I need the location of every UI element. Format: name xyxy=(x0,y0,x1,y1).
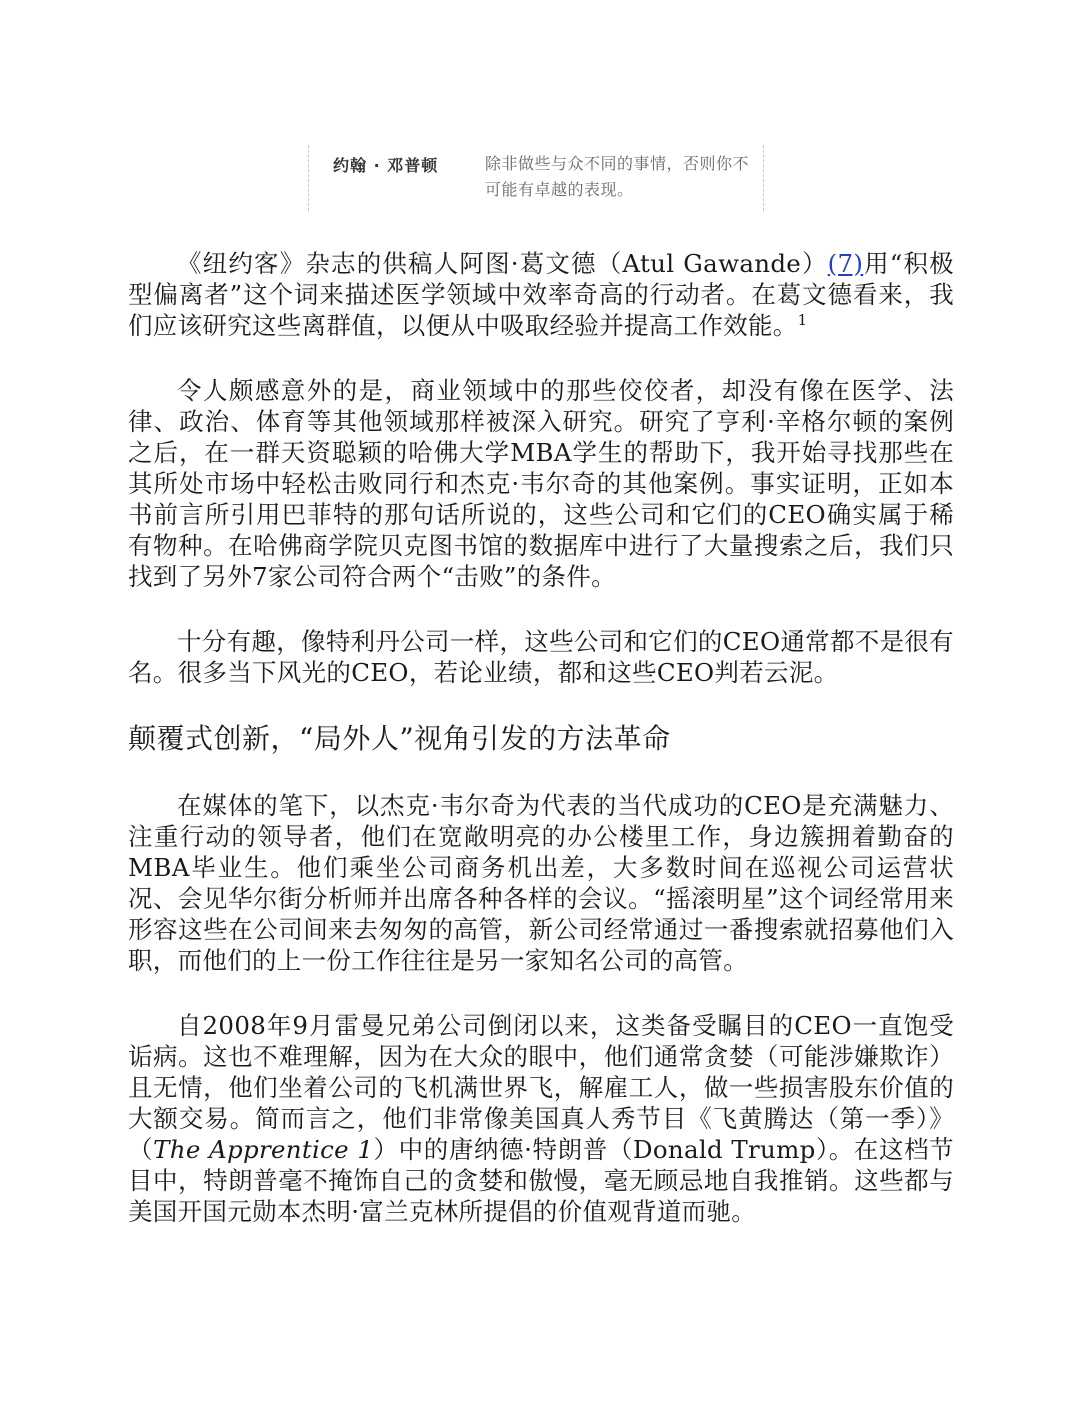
main-content xyxy=(128,248,954,1261)
paragraph-4: 在媒体的笔下，以杰克·韦尔奇为代表的当代成功的CEO是充满魅力、注重行动的领导者，他们在宽敞明亮的办公楼里工作，身边簇拥着勤奋的MBA毕业生。他们乘坐公司商务机出差，大多数时间在巡视公司运营状况、会见华尔街分析师并出席各种各样的会议。“摇滚明星”这个词经常用来形容这些在公司间来去匆匆的高管，新公司经常通过一番搜索就招募他们入职，而他们的上一份工作往往是另一家知名公司的高管。 xyxy=(128,791,954,975)
paragraph-2: 令人颇感意外的是，商业领域中的那些佼佼者，却没有像在医学、法律、政治、体育等其他领域那样被深入研究。研究了亨利·辛格尔顿的案例之后，在一群天资聪颖的哈佛大学MBA学生的帮助下，我开始寻找那些在其所处市场中轻松击败同行和杰克·韦尔奇的其他案例。事实证明，正如本书前言所引用巴菲特的那句话所说的，这些公司和它们的CEO确实属于稀有物种。在哈佛商学院贝克图书馆的数据库中进行了大量搜索之后，我们只找到了另外7家公司符合两个“击败”的条件。 xyxy=(128,376,954,591)
epigraph-box xyxy=(308,145,764,211)
epigraph-text: 除非做些与众不同的事情，否则你不可能有卓越的表现。 xyxy=(485,154,750,199)
footnote-marker[interactable]: 1 xyxy=(797,310,808,329)
paragraph-5 xyxy=(128,1010,954,1227)
paragraph-5-text-b: ）中的唐纳德·特朗普（Donald Trump）。在这档节目中，特朗普毫不掩饰自己的贪婪和傲慢，毫无顾忌地自我推销。这些都与美国开国元勋本杰明·富兰克林所提倡的价值观背道而驰。 xyxy=(128,1135,954,1226)
paragraph-5-text-a: 自2008年9月雷曼兄弟公司倒闭以来，这类备受瞩目的CEO一直饱受诟病。这也不难理解，因为在大众的眼中，他们通常贪婪（可能涉嫌欺诈）且无情，他们坐着公司的飞机满世界飞，解雇工人，做一些损害股东价值的大额交易。简而言之，他们非常像美国真人秀节目《飞黄腾达（第一季）》（ xyxy=(128,1011,954,1164)
section-heading: 颠覆式创新，“局外人”视角引发的方法革命 xyxy=(128,722,671,755)
paragraph-3: 十分有趣，像特利丹公司一样，这些公司和它们的CEO通常都不是很有名。很多当下风光的CEO，若论业绩，都和这些CEO判若云泥。 xyxy=(128,627,954,687)
paragraph-1-text-b: 用“积极型偏离者”这个词来描述医学领域中效率奇高的行动者。在葛文德看来，我们应该研究这些离群值，以便从中吸取经验并提高工作效能。 xyxy=(128,249,954,340)
epigraph-author: 约翰 · 邓普顿 xyxy=(333,156,439,175)
reference-link-7[interactable]: (7) xyxy=(827,249,864,278)
paragraph-1-text-a: 《纽约客》杂志的供稿人阿图·葛文德（Atul Gawande） xyxy=(177,249,828,278)
paragraph-1 xyxy=(128,248,954,341)
show-title-english: The Apprentice 1 xyxy=(153,1135,374,1164)
